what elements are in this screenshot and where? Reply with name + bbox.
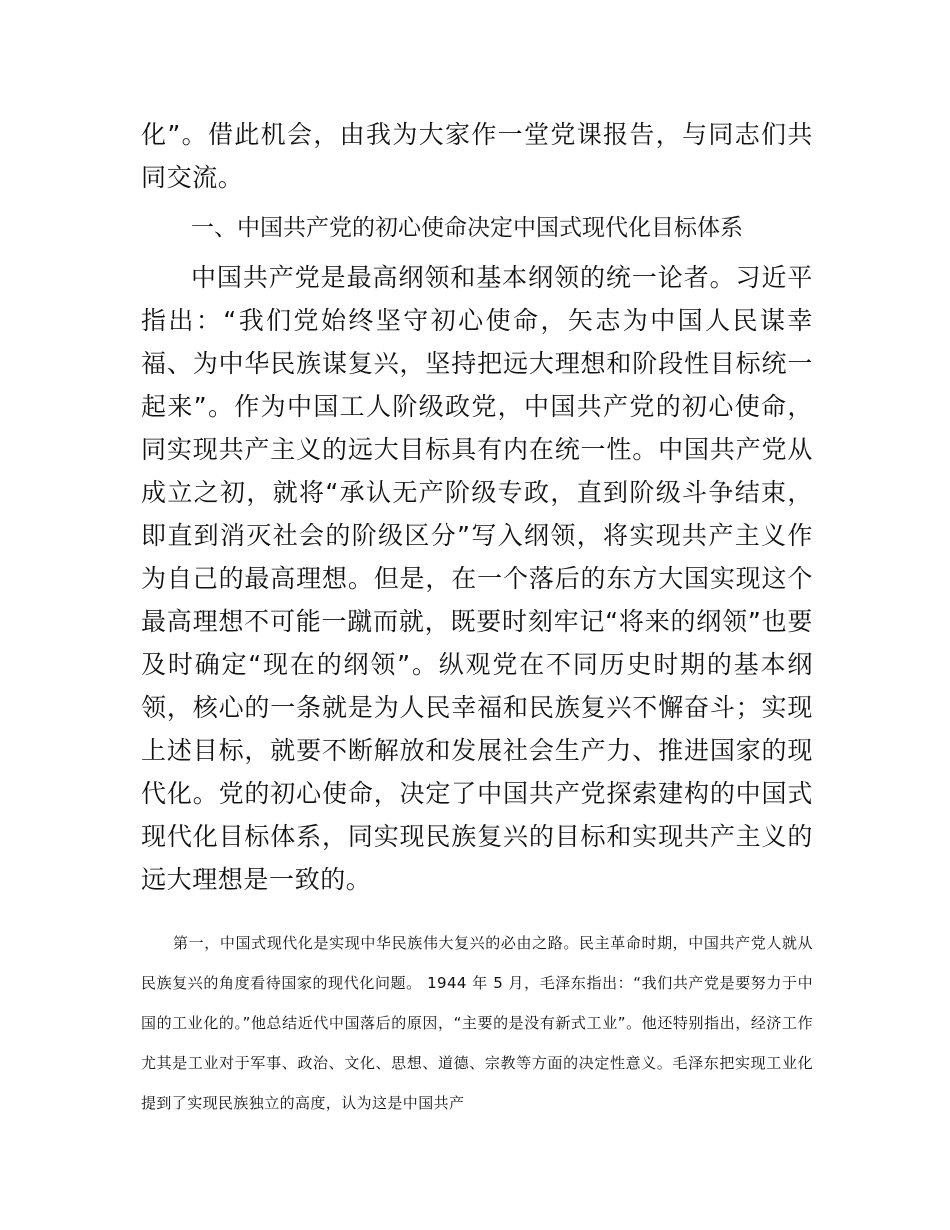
paragraph-first-point: 第一，中国式现代化是实现中华民族伟大复兴的必由之路。民主革命时期，中国共产党人就从民族复兴的角度看待国家的现代化问题。 1944 年 5 月，毛泽东指出：“我们共产党是要努力于中国的工业化的。”他总结近代中国落后的原因，“主要的是没有新式工业”。他还特别指出，经济工作尤其是工业对于军事、政治、文化、思想、道德、宗教等方面的决定性意义。毛泽东把实现工业化提到了实现民族独立的高度，认为这是中国共产 <box>141 934 813 1112</box>
paragraph-intro: 化”。借此机会，由我为大家作一堂党课报告，与同志们共同交流。 <box>141 120 813 192</box>
paragraph-main: 中国共产党是最高纲领和基本纲领的统一论者。习近平指出：“我们党始终坚守初心使命，矢志为中国人民谋幸福、为中华民族谋复兴，坚持把远大理想和阶段性目标统一起来”。作为中国工人阶级政党，中国共产党的初心使命，同实现共产主义的远大目标具有内在统一性。中国共产党从成立之初，就将“承认无产阶级专政，直到阶级斗争结束，即直到消灭社会的阶级区分”写入纲领，将实现共产主义作为自己的最高理想。但是，在一个落后的东方大国实现这个最高理想不可能一蹴而就，既要时刻牢记“将来的纲领”也要及时确定“现在的纲领”。纵观党在不同历史时期的基本纲领，核心的一条就是为人民幸福和民族复兴不懈奋斗；实现上述目标，就要不断解放和发展社会生产力、推进国家的现代化。党的初心使命，决定了中国共产党探索建构的中国式现代化目标体系，同实现民族复兴的目标和实现共产主义的远大理想是一致的。 <box>141 263 813 894</box>
section-heading: 一、中国共产党的初心使命决定中国式现代化目标体系 <box>191 215 743 241</box>
document-body <box>141 113 813 1123</box>
